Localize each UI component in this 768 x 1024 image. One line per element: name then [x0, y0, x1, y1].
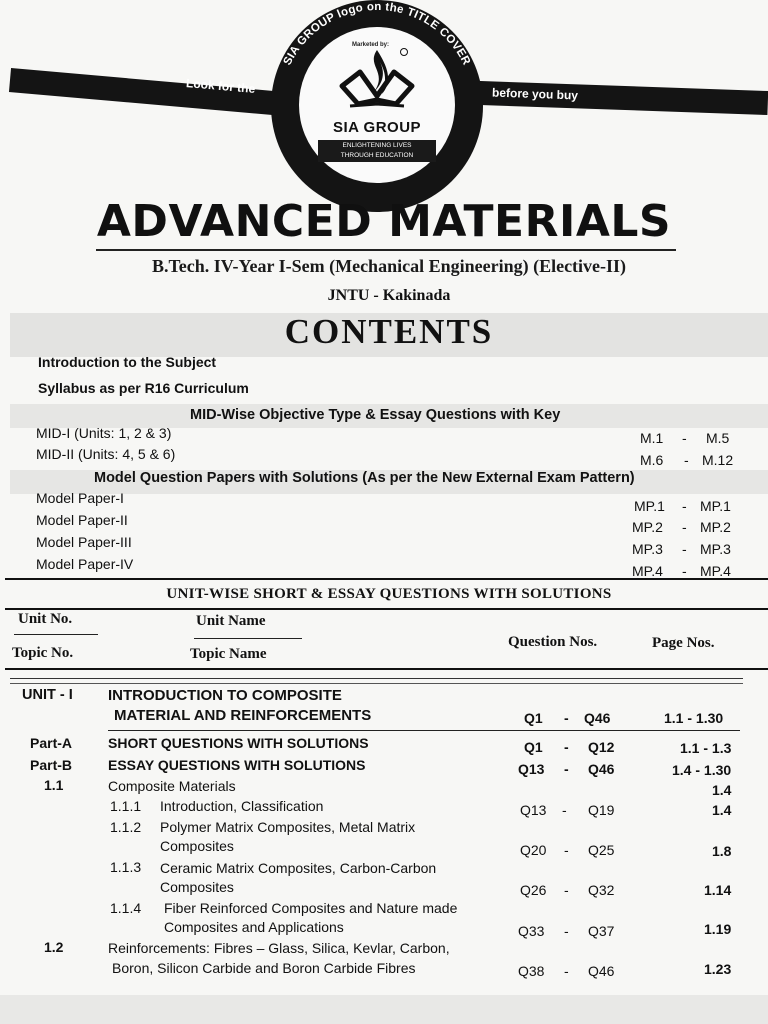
part-a-q-from: Q1 — [524, 739, 543, 755]
part-b-no: Part-B — [30, 757, 73, 773]
mid-1-to: M.5 — [706, 430, 730, 446]
part-a-no: Part-A — [30, 735, 73, 751]
model-1-from: MP.1 — [634, 498, 665, 514]
topic-1-1-1-q-to: Q19 — [588, 802, 615, 818]
topic-1-1-1-q-sep: - — [562, 802, 567, 818]
topic-1-1-2-q-to: Q25 — [588, 842, 615, 858]
topic-1-1-3-q-sep: - — [564, 882, 569, 898]
topic-1-2-q-sep: - — [564, 963, 569, 979]
unit-name-line-2: MATERIAL AND REINFORCEMENTS — [114, 707, 372, 724]
model-3-from: MP.3 — [632, 541, 663, 557]
header-unit-no: Unit No. — [18, 611, 73, 627]
topic-1-2-q-from: Q38 — [518, 963, 545, 979]
book-title: ADVANCED MATERIALS — [96, 196, 672, 247]
header-unit-no-rule — [14, 634, 98, 635]
unit-q-sep: - — [564, 710, 569, 726]
header-unit-name: Unit Name — [196, 613, 266, 629]
topic-1-1-1-q-from: Q13 — [520, 802, 547, 818]
part-b-q-to: Q46 — [588, 761, 615, 777]
topic-1-1-4-q-from: Q33 — [518, 923, 545, 939]
banner-band-left — [9, 68, 300, 117]
brand-tagline-line-1: ENLIGHTENING LIVES — [342, 142, 412, 149]
mid-2-from: M.6 — [640, 452, 664, 468]
mid-1-from: M.1 — [640, 430, 664, 446]
header-double-rule — [10, 678, 743, 684]
topic-1-1-2-name: Polymer Matrix Composites, Metal Matrix — [160, 819, 416, 835]
page-bottom-edge — [0, 995, 768, 1024]
header-question-nos: Question Nos. — [508, 634, 598, 650]
mid-2-label: MID-II (Units: 4, 5 & 6) — [36, 446, 176, 462]
topic-1-1-no: 1.1 — [44, 777, 64, 793]
topic-1-1-4-q-to: Q37 — [588, 923, 615, 939]
topic-1-1-3-name: Ceramic Matrix Composites, Carbon-Carbon — [160, 860, 437, 876]
topic-1-1-1-name: Introduction, Classification — [160, 798, 324, 814]
topic-1-1-2-q-from: Q20 — [520, 842, 547, 858]
topic-1-1-1-pages: 1.4 — [712, 802, 732, 818]
topic-1-1-2-no: 1.1.2 — [110, 819, 142, 835]
topic-1-1-1-no: 1.1.1 — [110, 798, 142, 814]
unit-name-line-1: INTRODUCTION TO COMPOSITE — [108, 687, 342, 704]
topic-1-1-4-name-2: Composites and Applications — [164, 919, 344, 935]
topic-1-1-4-name: Fiber Reinforced Composites and Nature made — [164, 900, 458, 916]
topic-1-1-3-q-to: Q32 — [588, 882, 615, 898]
model-4-sep: - — [682, 563, 687, 579]
unitwise-heading: UNIT-WISE SHORT & ESSAY QUESTIONS WITH SOLUTIONS — [166, 586, 612, 602]
model-2-to: MP.2 — [700, 519, 731, 535]
part-a-pages: 1.1 - 1.3 — [680, 740, 732, 756]
topic-1-1-3-pages: 1.14 — [704, 882, 732, 898]
topic-1-1-4-q-sep: - — [564, 923, 569, 939]
model-3-to: MP.3 — [700, 541, 731, 557]
course-subtitle: B.Tech. IV-Year I-Sem (Mechanical Engineering) (Elective-II) — [151, 256, 627, 276]
part-a-name: SHORT QUESTIONS WITH SOLUTIONS — [108, 735, 369, 751]
part-a-q-to: Q12 — [588, 739, 615, 755]
unit-no: UNIT - I — [22, 687, 73, 703]
brand-name: SIA GROUP — [332, 119, 422, 136]
header-unit-name-rule — [194, 638, 302, 639]
topic-1-1-3-no: 1.1.3 — [110, 859, 142, 875]
model-4-from: MP.4 — [632, 563, 663, 579]
topic-1-2-pages: 1.23 — [704, 961, 732, 977]
model-1-to: MP.1 — [700, 498, 731, 514]
topic-1-1-3-q-from: Q26 — [520, 882, 547, 898]
topic-1-2-q-to: Q46 — [588, 963, 615, 979]
model-3-label: Model Paper-III — [36, 534, 132, 550]
syllabus-entry: Syllabus as per R16 Curriculum — [38, 380, 249, 396]
model-2-sep: - — [682, 519, 687, 535]
unit-underline — [108, 730, 740, 731]
topic-1-1-pages: 1.4 — [712, 782, 732, 798]
part-b-q-from: Q13 — [518, 761, 545, 777]
intro-entry: Introduction to the Subject — [38, 354, 217, 370]
section-divider-bottom — [5, 608, 768, 610]
topic-1-2-no: 1.2 — [44, 939, 64, 955]
header-divider — [5, 668, 768, 670]
header-page-nos: Page Nos. — [652, 635, 715, 651]
arc-text: SIA GROUP logo on the TITLE COVER — [281, 0, 473, 68]
mid-2-sep: - — [684, 452, 689, 468]
part-a-q-sep: - — [564, 739, 569, 755]
model-3-sep: - — [682, 541, 687, 557]
part-b-pages: 1.4 - 1.30 — [672, 762, 732, 778]
part-b-q-sep: - — [564, 761, 569, 777]
mid-1-label: MID-I (Units: 1, 2 & 3) — [36, 425, 172, 441]
section-divider-top — [5, 578, 768, 580]
marketed-by-label: Marketed by: — [352, 42, 390, 48]
unit-q-to: Q46 — [584, 710, 611, 726]
topic-1-1-4-no: 1.1.4 — [110, 900, 142, 916]
header-topic-name: Topic Name — [190, 646, 267, 662]
topic-1-2-name-2: Boron, Silicon Carbide and Boron Carbide Fibres — [112, 960, 416, 976]
topic-1-1-name: Composite Materials — [108, 778, 236, 794]
mid-heading: MID-Wise Objective Type & Essay Questions with Key — [190, 407, 561, 423]
header-topic-no: Topic No. — [12, 645, 74, 661]
model-2-label: Model Paper-II — [36, 512, 128, 528]
mid-2-to: M.12 — [702, 452, 734, 468]
unit-q-from: Q1 — [524, 710, 543, 726]
contents-heading: CONTENTS — [284, 312, 494, 351]
model-1-sep: - — [682, 498, 687, 514]
topic-1-1-3-name-2: Composites — [160, 879, 234, 895]
open-book-flame-icon — [336, 44, 418, 116]
university-name: JNTU - Kakinada — [327, 287, 451, 304]
title-underline — [96, 249, 676, 251]
topic-1-1-2-name-2: Composites — [160, 838, 234, 854]
banner-left-text: Look for the — [185, 76, 256, 96]
topic-1-2-name: Reinforcements: Fibres – Glass, Silica, Kevlar, Carbon, — [108, 940, 450, 956]
model-1-label: Model Paper-I — [36, 490, 124, 506]
model-4-to: MP.4 — [700, 563, 731, 579]
model-heading: Model Question Papers with Solutions (As per the New External Exam Pattern) — [94, 470, 635, 486]
topic-1-1-2-pages: 1.8 — [712, 843, 732, 859]
brand-tagline — [318, 140, 436, 162]
topic-1-1-2-q-sep: - — [564, 842, 569, 858]
unit-pages: 1.1 - 1.30 — [664, 710, 724, 726]
model-4-label: Model Paper-IV — [36, 556, 134, 572]
mid-1-sep: - — [682, 430, 687, 446]
banner-right-text: before you buy — [491, 85, 579, 103]
topic-1-1-4-pages: 1.19 — [704, 921, 732, 937]
part-b-name: ESSAY QUESTIONS WITH SOLUTIONS — [108, 757, 366, 773]
model-2-from: MP.2 — [632, 519, 663, 535]
brand-tagline-line-2: THROUGH EDUCATION — [340, 152, 414, 159]
